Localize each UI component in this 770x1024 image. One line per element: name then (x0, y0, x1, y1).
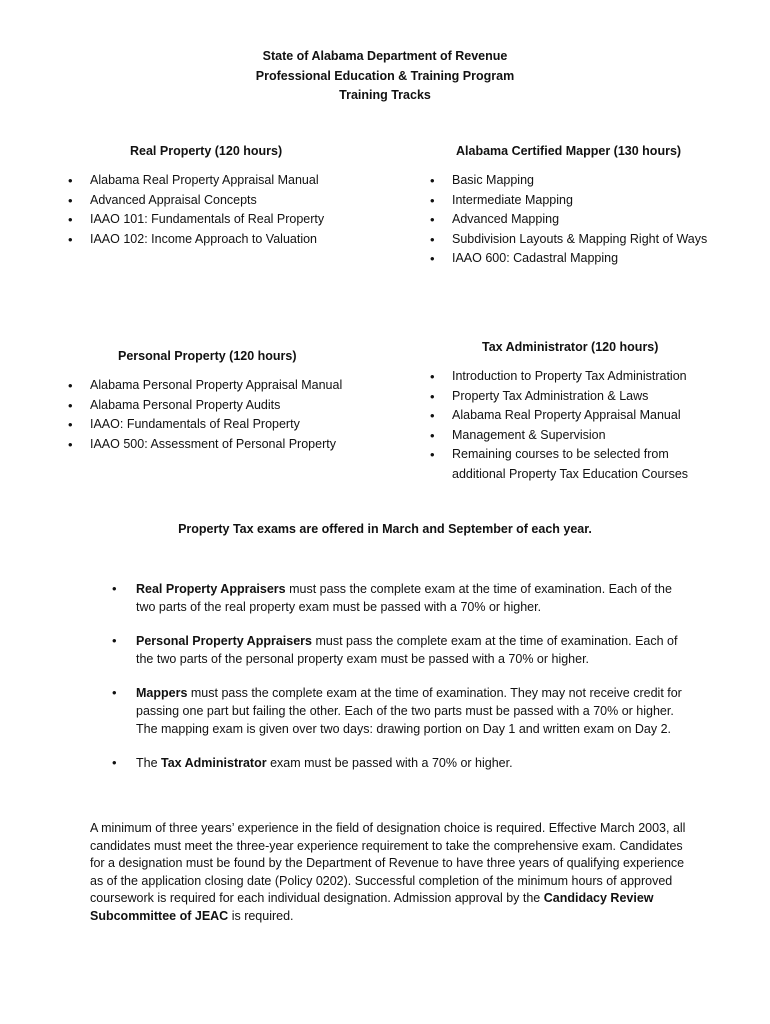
mapper-list (430, 171, 730, 269)
exam-schedule-note: Property Tax exams are offered in March and September of each year. (178, 522, 592, 536)
requirement-tax-administrator (112, 754, 687, 772)
paragraph-text: A minimum of three years’ experience in the field of designation choice is required. Effective March 2003, all candidates must meet the three-year experience requirement to take the comprehensive exam. Candidates for a designation must be found by the Department of Revenue to have three years of qualifying experience as of the application closing date (Policy 0202). Successful completion of the minimum hours of approved coursework is required for each individual designation. Admission approval by the (90, 821, 686, 905)
list-item: • Remaining courses to be selected from additional Property Tax Education Courses (430, 445, 700, 484)
list-item: • Subdivision Layouts & Mapping Right of Ways (430, 230, 730, 250)
list-item: • IAAO 101: Fundamentals of Real Property (68, 210, 368, 230)
requirement-mappers (112, 684, 687, 738)
paragraph-suffix: is required. (228, 908, 294, 923)
real-property-title: Real Property (120 hours) (130, 144, 283, 158)
list-item: • Alabama Real Property Appraisal Manual (68, 171, 368, 191)
list-item: • IAAO 102: Income Approach to Valuation (68, 230, 368, 250)
tax-administrator-list (430, 367, 700, 485)
requirement-subject: Tax Administrator (161, 756, 267, 770)
list-item: • Advanced Mapping (430, 210, 730, 230)
list-item: • Basic Mapping (430, 171, 730, 191)
list-item: • Alabama Real Property Appraisal Manual (430, 406, 700, 426)
document-header (0, 47, 770, 106)
header-subtitle: Training Tracks (339, 88, 431, 102)
personal-property-title: Personal Property (120 hours) (118, 349, 297, 363)
requirement-subject: Mappers (136, 686, 188, 700)
list-item: • Alabama Personal Property Audits (68, 396, 368, 416)
experience-paragraph (90, 820, 690, 925)
requirement-text: must pass the complete exam at the time of examination. They may not receive credit for passing one part but failing the other. Each of the two parts must be passed with a 70% or higher. The mapping exam is given over two days: drawing portion on Day 1 and written exam on Day 2. (136, 686, 682, 736)
requirement-prefix: The (136, 756, 162, 770)
list-item: • Alabama Personal Property Appraisal Manual (68, 376, 368, 396)
mapper-title: Alabama Certified Mapper (130 hours) (456, 144, 682, 158)
requirement-text: must pass the complete exam at the time of examination. Each of the two parts of the personal property exam must be passed with a 70% or higher. (136, 634, 678, 666)
requirement-personal-property (112, 632, 687, 668)
list-item: • Property Tax Administration & Laws (430, 387, 700, 407)
header-program: Professional Education & Training Program (255, 68, 515, 83)
list-item: • Management & Supervision (430, 426, 700, 446)
requirement-subject: Real Property Appraisers (136, 582, 286, 596)
requirement-text: must pass the complete exam at the time of examination. Each of the two parts of the real property exam must be passed with a 70% or higher. (136, 582, 672, 614)
real-property-list (68, 171, 368, 249)
requirement-real-property (112, 580, 687, 616)
requirement-text: exam must be passed with a 70% or higher. (266, 756, 513, 770)
list-item: • IAAO 500: Assessment of Personal Property (68, 435, 368, 455)
requirement-subject: Personal Property Appraisers (136, 634, 312, 648)
list-item: • Introduction to Property Tax Administration (430, 367, 700, 387)
list-item: • Advanced Appraisal Concepts (68, 191, 368, 211)
header-department: State of Alabama Department of Revenue (262, 49, 508, 63)
list-item: • Intermediate Mapping (430, 191, 730, 211)
list-item: • IAAO 600: Cadastral Mapping (430, 249, 730, 269)
personal-property-list (68, 376, 368, 454)
paragraph-committee: Candidacy Review Subcommittee of JEAC (90, 891, 654, 923)
exam-requirements-list (112, 580, 687, 788)
list-item: • IAAO: Fundamentals of Real Property (68, 415, 368, 435)
tax-administrator-title: Tax Administrator (120 hours) (482, 340, 659, 354)
